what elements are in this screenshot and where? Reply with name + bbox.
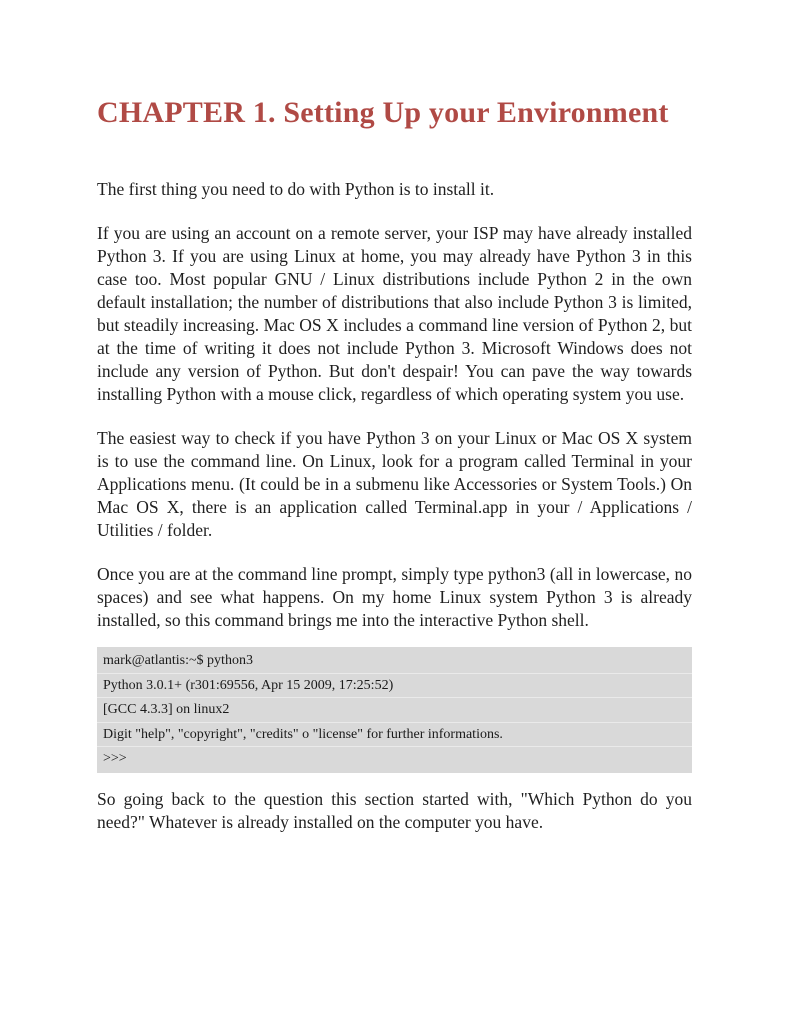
terminal-line-repl-prompt: >>> — [103, 751, 127, 766]
terminal-line-python-version: Python 3.0.1+ (r301:69556, Apr 15 2009, 17:25:52) — [97, 674, 692, 699]
terminal-line-gcc-info: [GCC 4.3.3] on linux2 — [97, 698, 692, 723]
paragraph-intro: The first thing you need to do with Python is to install it. — [97, 179, 495, 199]
paragraph-distributions: If you are using an account on a remote server, your ISP may have already installed Python 3. If you are using Linux at home, you may already have Python 3 in this case too. Most popular GNU / Linux distributions include Python 2 in the own default installation; the number of distributions that also include Python 3 is limited, but steadily increasing. Mac OS X includes a command line version of Python 2, but at the time of writing it does not include Python 3. Microsoft Windows does not include any version of Python. But don't despair! You can pave the way towards installing Python with a mouse click, regardless of which operating system you use. — [97, 223, 692, 404]
paragraph-command-prompt: Once you are at the command line prompt, simply type python3 (all in lowercase, no spaces) and see what happens. On my home Linux system Python 3 is already installed, so this command brings me into the interactive Python shell. — [97, 564, 692, 630]
terminal-line-prompt-command: mark@atlantis:~$ python3 — [97, 649, 692, 674]
chapter-heading: CHAPTER 1. Setting Up your Environment — [97, 96, 669, 129]
paragraph-check-terminal: The easiest way to check if you have Python 3 on your Linux or Mac OS X system is to use the command line. On Linux, look for a program called Terminal in your Applications menu. (It could be in a submenu like Accessories or System Tools.) On Mac OS X, there is an application called Terminal.app in your / Applications / Utilities / folder. — [97, 428, 692, 540]
terminal-line-help-message: Digit "help", "copyright", "credits" o "license" for further informations. — [97, 723, 692, 748]
terminal-output-block — [97, 647, 692, 773]
paragraph-closing: So going back to the question this section started with, "Which Python do you need?" Whatever is already installed on the computer you have. — [97, 788, 692, 832]
document-page — [97, 92, 692, 834]
